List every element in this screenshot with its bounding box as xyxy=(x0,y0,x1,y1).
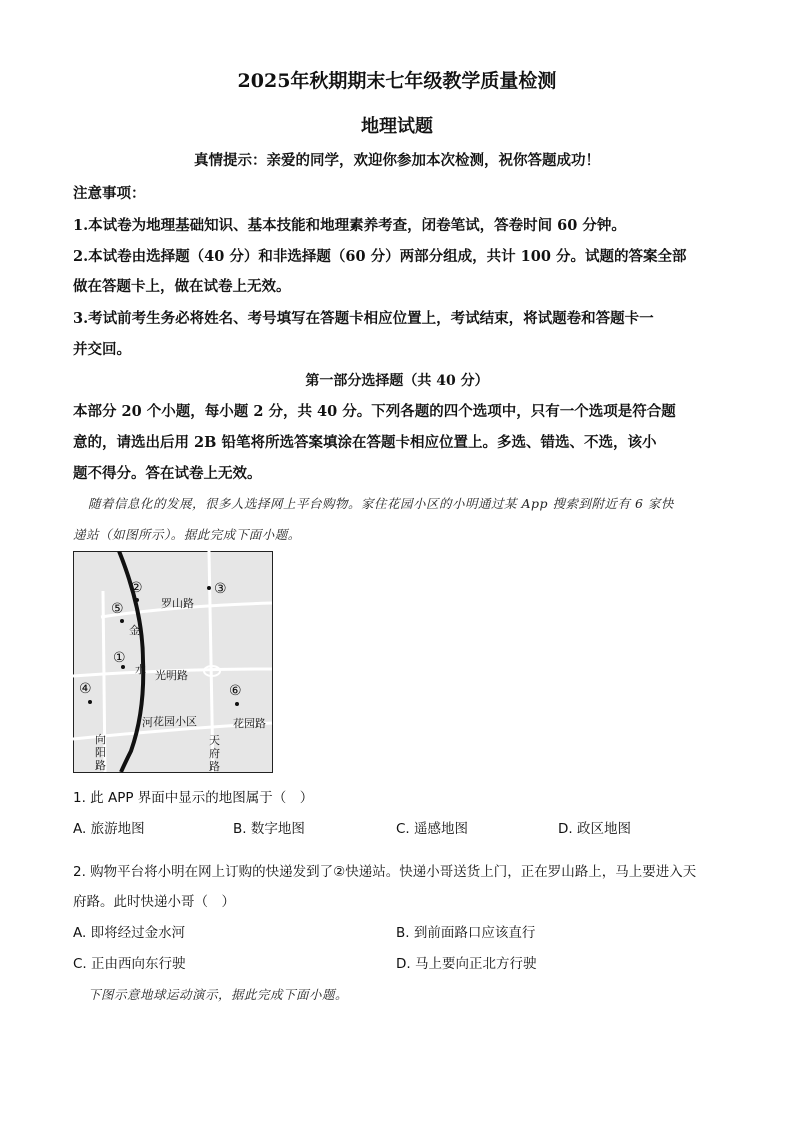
station-4-dot xyxy=(88,700,92,704)
delivery-station-map xyxy=(73,551,273,773)
q2-option-b: B. 到前面路口应该直行 xyxy=(396,925,536,941)
note-line-2a: 2.本试卷由选择题（40 分）和非选择题（60 分）两部分组成，共计 100 分。试题的答案全部 xyxy=(73,248,687,265)
note-line-1: 1.本试卷为地理基础知识、基本技能和地理素养考查，闭卷笔试，答卷时间 60 分钟。 xyxy=(73,217,626,234)
section-intro-b: 意的，请选出后用 2B 铅笔将所选答案填涂在答题卡相应位置上。多选、错选、不选，该小 xyxy=(73,434,657,451)
road-xiangyang-char-2: 阳 xyxy=(95,746,106,759)
note-line-3b: 并交回。 xyxy=(73,341,131,358)
road-guangming-label: 光明路 xyxy=(155,669,188,682)
section-intro-a: 本部分 20 个小题，每小题 2 分，共 40 分。下列各题的四个选项中，只有一个选项是符合题 xyxy=(73,403,676,420)
q1-option-a: A. 旅游地图 xyxy=(73,821,145,837)
station-6-label: ⑥ xyxy=(229,683,242,699)
road-xiangyang-char-1: 向 xyxy=(95,733,106,746)
note-line-3a: 3.考试前考生务必将姓名、考号填写在答题卡相应位置上，考试结束，将试题卷和答题卡一 xyxy=(73,310,654,327)
context-line-a: 随着信息化的发展，很多人选择网上平台购物。家住花园小区的小明通过某 App 搜索到附近有 6 家快 xyxy=(88,496,674,511)
station-5-dot xyxy=(120,619,124,623)
q2-option-c: C. 正由西向东行驶 xyxy=(73,956,186,972)
station-6-dot xyxy=(235,702,239,706)
context-2-line: 下图示意地球运动演示，据此完成下面小题。 xyxy=(88,987,349,1002)
river-char-1: 金 xyxy=(129,624,140,637)
station-4-label: ④ xyxy=(79,681,92,697)
note-line-2b: 做在答题卡上，做在试卷上无效。 xyxy=(73,278,291,295)
notes-heading: 注意事项： xyxy=(73,185,146,202)
station-3-dot xyxy=(207,586,211,590)
context-line-b: 递站（如图所示）。据此完成下面小题。 xyxy=(73,527,301,542)
station-1-label: ① xyxy=(113,650,126,666)
q2-stem-b: 府路。此时快递小哥（ ） xyxy=(73,894,235,910)
river-char-3: 河 xyxy=(142,716,153,729)
exam-title: 2025年秋期期末七年级教学质量检测 xyxy=(237,70,557,92)
q1-option-d: D. 政区地图 xyxy=(558,821,631,837)
section-intro-c: 题不得分。答在试卷上无效。 xyxy=(73,465,262,482)
section-heading: 第一部分选择题（共 40 分） xyxy=(305,373,489,389)
road-tianfu-char-1: 天 xyxy=(209,734,220,747)
road-tianfu-char-2: 府 xyxy=(209,747,220,760)
exam-tip: 真情提示：亲爱的同学，欢迎你参加本次检测，祝你答题成功！ xyxy=(194,152,600,169)
river-char-2: 水 xyxy=(135,663,146,676)
q1-option-c: C. 遥感地图 xyxy=(396,821,469,837)
station-5-label: ⑤ xyxy=(111,601,124,617)
q2-option-a: A. 即将经过金水河 xyxy=(73,925,186,941)
station-2-label: ② xyxy=(130,580,143,596)
road-luoshan-label: 罗山路 xyxy=(161,597,194,610)
road-huayuan-label: 花园路 xyxy=(233,717,266,730)
q1-stem: 1. 此 APP 界面中显示的地图属于（ ） xyxy=(73,790,314,806)
q2-option-d: D. 马上要向正北方行驶 xyxy=(396,956,537,972)
q2-stem-a: 2. 购物平台将小明在网上订购的快递发到了②快递站。快递小哥送货上门，正在罗山路上，马上要进入天 xyxy=(73,864,697,880)
q1-option-b: B. 数字地图 xyxy=(233,821,305,837)
exam-subtitle: 地理试题 xyxy=(361,116,433,137)
station-3-label: ③ xyxy=(214,581,227,597)
station-2-dot xyxy=(135,598,139,602)
road-xiangyang-char-3: 路 xyxy=(95,759,106,772)
road-tianfu-char-3: 路 xyxy=(209,760,220,773)
community-label: 花园小区 xyxy=(153,715,197,728)
